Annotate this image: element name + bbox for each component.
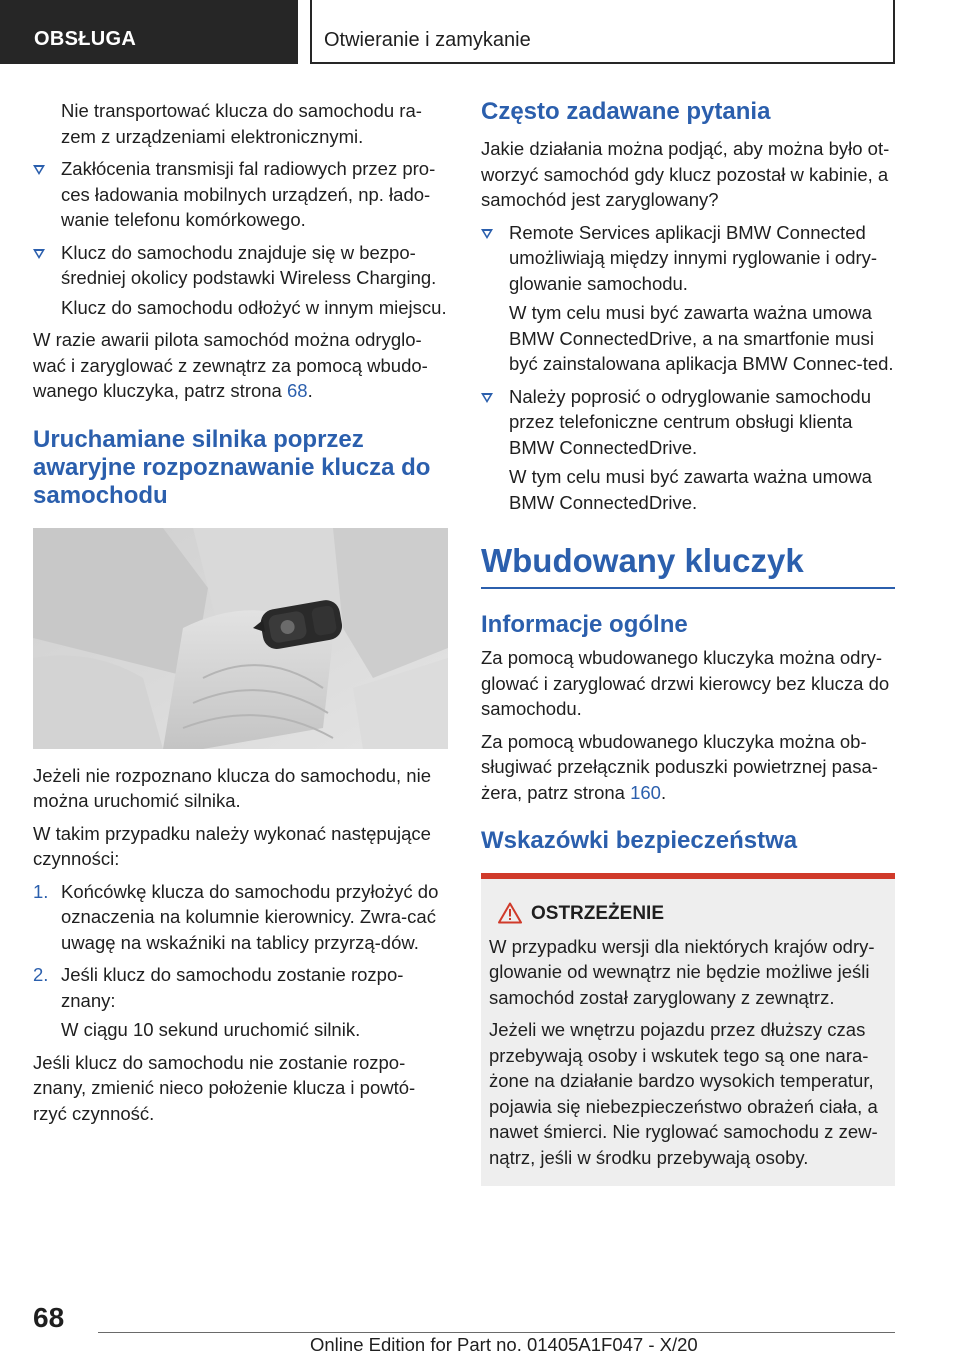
triangle-bullet-icon bbox=[33, 249, 45, 259]
list-item bbox=[481, 384, 895, 461]
step-item bbox=[33, 962, 448, 1013]
safety-heading: Wskazówki bezpieczeństwa bbox=[481, 827, 798, 854]
left-column bbox=[33, 98, 448, 1133]
emergency-text: W razie awarii pilota samochód można odryglo-wać i zaryglować z zewnątrz za pomocą wbudo-wanego kluczyka, patrz strona bbox=[33, 329, 428, 401]
list-item-note: Klucz do samochodu odłożyć w innym miejscu. bbox=[61, 296, 447, 318]
step-item bbox=[33, 879, 448, 956]
after-photo-text-1: Jeżeli nie rozpoznano klucza do samochodu, nie można uruchomić silnika. bbox=[33, 764, 431, 811]
list-item bbox=[481, 220, 895, 297]
list-item bbox=[33, 240, 448, 291]
warning-paragraph-1: W przypadku wersji dla niektórych krajów odry-glowanie od wewnątrz nie będzie możliwe jeśli samochód został zaryglowany z zewnątrz. bbox=[489, 935, 875, 1008]
list-item-text: Remote Services aplikacji BMW Connected umożliwiają między innymi ryglowanie i odry-glowanie samochodu. bbox=[509, 221, 878, 294]
step-number: 2. bbox=[33, 964, 49, 985]
footer-divider bbox=[98, 1332, 895, 1333]
header-chapter-label: Otwieranie i zamykanie bbox=[324, 29, 531, 51]
page-number: 68 bbox=[33, 1302, 65, 1333]
general-text: Za pomocą wbudowanego kluczyka można ob-sługiwać przełącznik poduszki powietrznej pasa-żera, patrz strona bbox=[481, 730, 878, 803]
step-number: 1. bbox=[33, 880, 49, 902]
intro-text: Nie transportować klucza do samochodu ra-zem z urządzeniami elektronicznymi. bbox=[61, 100, 422, 147]
warning-paragraph-2: Jeżeli we wnętrzu pojazdu przez dłuższy czas przebywają osoby i wskutek tego są one nara-żone na działanie bardzo wysokich temperatur, pojawia się niebezpieczeństwo obrażeń ciała, a nawet śmierci. Nie ryglować samochodu z zew-nątrz, jeśli w środku przebywają osoby. bbox=[489, 1019, 878, 1168]
step-note: W ciągu 10 sekund uruchomić silnik. bbox=[61, 1019, 361, 1040]
list-item-note: W tym celu musi być zawarta ważna umowa BMW ConnectedDrive, a na smartfonie musi być zainstalowana aplikacja BMW Connec-ted. bbox=[509, 302, 894, 374]
warning-title: OSTRZEŻENIE bbox=[531, 903, 665, 924]
right-column bbox=[481, 98, 895, 1186]
footer-edition: Online Edition for Part no. 01405A1F047 - X/20 bbox=[310, 1334, 698, 1355]
key-photo bbox=[33, 528, 448, 749]
warning-box bbox=[481, 873, 895, 1186]
warning-header bbox=[489, 901, 885, 927]
emergency-paragraph bbox=[33, 327, 448, 404]
list-item-note: W tym celu musi być zawarta ważna umowa BMW ConnectedDrive. bbox=[509, 466, 872, 513]
section-title: Wbudowany kluczyk bbox=[481, 542, 804, 579]
list-item bbox=[33, 156, 448, 233]
triangle-bullet-icon bbox=[481, 229, 493, 239]
after-photo-text-2: W takim przypadku należy wykonać następujące czynności: bbox=[33, 822, 431, 869]
triangle-bullet-icon bbox=[33, 165, 45, 175]
faq-question: Jakie działania można podjąć, aby można było ot-worzyć samochód gdy klucz pozostał w kabinie, a samochód jest zaryglowany? bbox=[481, 138, 890, 210]
general-info-heading: Informacje ogólne bbox=[481, 611, 688, 638]
header-section-label: OBSŁUGA bbox=[34, 28, 137, 50]
general-paragraph-1: Za pomocą wbudowanego kluczyka można odry-glować i zaryglować drzwi kierowcy bez klucza do samochodu. bbox=[481, 647, 890, 719]
list-item-text: Należy poprosić o odryglowanie samochodu przez telefoniczne centrum obsługi klienta BMW ConnectedDrive. bbox=[509, 385, 871, 458]
faq-heading: Często zadawane pytania bbox=[481, 98, 771, 125]
section-heading-emergency-start: Uruchamiane silnika poprzez awaryjne rozpoznawanie klucza do samochodu bbox=[33, 425, 431, 509]
section-divider bbox=[481, 587, 895, 589]
warning-triangle-icon bbox=[498, 902, 522, 924]
header-chapter-tab bbox=[310, 0, 895, 64]
emergency-text-end: . bbox=[307, 380, 313, 401]
general-paragraph-2 bbox=[481, 729, 895, 806]
page-link-160[interactable]: 160 bbox=[630, 781, 661, 803]
closing-paragraph: Jeśli klucz do samochodu nie zostanie rozpo-znany, zmienić nieco położenie klucza i powtó-rzyć czynność. bbox=[33, 1051, 416, 1124]
list-item-text: Zakłócenia transmisji fal radiowych przez pro-ces ładowania mobilnych urządzeń, np. łado-wanie telefonu komórkowego. bbox=[61, 158, 436, 230]
triangle-bullet-icon bbox=[481, 393, 493, 403]
list-item-text: Klucz do samochodu znajduje się w bezpo-średniej okolicy podstawki Wireless Charging. bbox=[61, 241, 437, 288]
step-text: Końcówkę klucza do samochodu przyłożyć do oznaczenia na kolumnie kierownicy. Zwra-cać uwagę na wskaźniki na tablicy przyrzą-dów. bbox=[61, 880, 439, 953]
header-section-tab bbox=[0, 0, 298, 64]
step-text: Jeśli klucz do samochodu zostanie rozpo-znany: bbox=[61, 964, 404, 1011]
page-link-68[interactable]: 68 bbox=[287, 380, 308, 401]
general-text-end: . bbox=[660, 781, 667, 803]
